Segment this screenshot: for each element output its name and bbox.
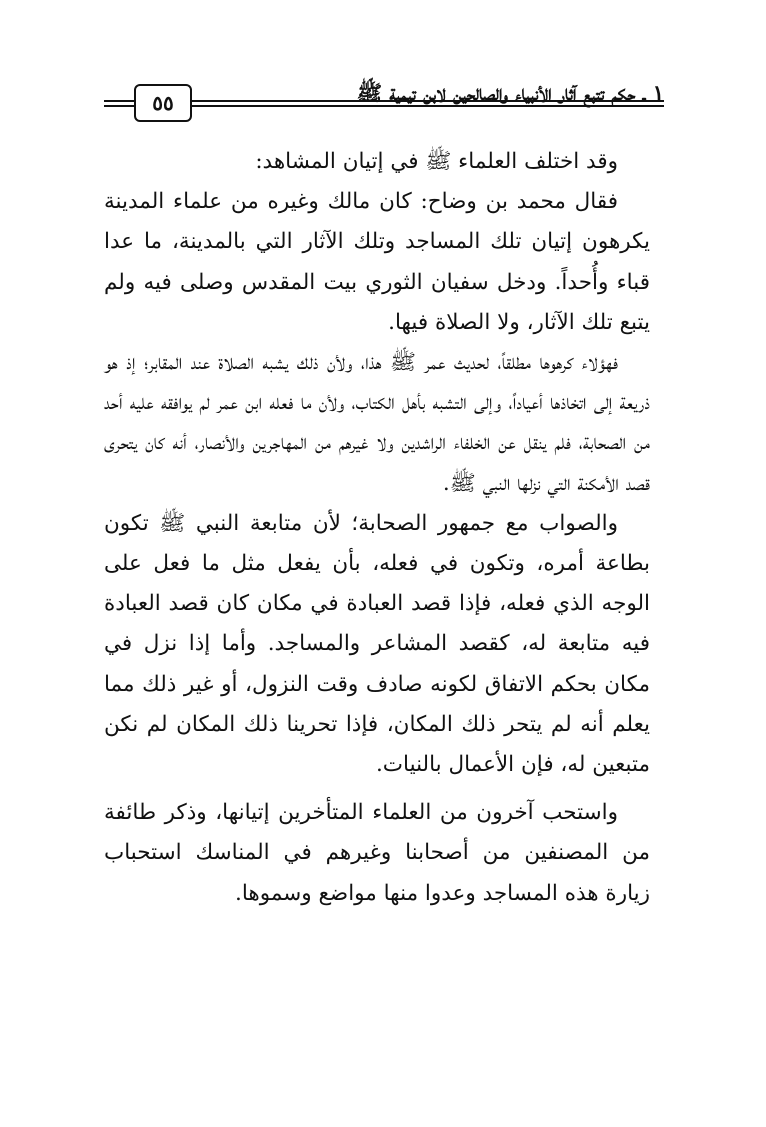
running-title: ١ ـ حكم تتبع آثار الأنبياء والصالحين لابن تيمية ﷺ xyxy=(356,80,664,105)
page-header xyxy=(104,58,664,118)
paragraph-1: وقد اختلف العلماء ﷺ في إتيان المشاهد: xyxy=(255,149,618,174)
paragraph-5: واستحب آخرون من العلماء المتأخرين إتيانها، وذكر طائفة من المصنفين من أصحابنا وغيرهم في المناسك استحباب زيارة هذه المساجد وعدوا منها مواضع وسموها. xyxy=(104,800,650,906)
paragraph-3: فهؤلاء كرهوها مطلقاً، لحديث عمر ﷺ هذا، ولأن ذلك يشبه الصلاة عند المقابر؛ إذ هو ذريعة إلى اتخاذها أعياداً، وإلى التشبه بأهل الكتاب، ولأن ما فعله ابن عمر لم يوافقه عليه أحد من الصحابة، فلم ينقل عن الخلفاء الراشدين ولا غيرهم من المهاجرين والأنصار، أنه كان يتحرى قصد الأمكنة التي نزلها النبي ﷺ. xyxy=(104,350,650,496)
paragraph-4: والصواب مع جمهور الصحابة؛ لأن متابعة النبي ﷺ تكون بطاعة أمره، وتكون في فعله، بأن يفعل مثل ما فعل على الوجه الذي فعله، فإذا قصد العبادة في مكان كان قصد العبادة فيه متابعة له، كقصد المشاعر والمساجد. وأما إذا نزل في مكان بحكم الاتفاق لكونه صادف وقت النزول، أو غير ذلك مما يعلم أنه لم يتحر ذلك المكان، فإذا تحرينا ذلك المكان لم نكن متبعين له، فإن الأعمال بالنيات. xyxy=(104,510,650,778)
page-body xyxy=(104,142,650,914)
paragraph-2: فقال محمد بن وضاح: كان مالك وغيره من علماء المدينة يكرهون إتيان تلك المساجد وتلك الآثار التي بالمدينة، ما عدا قباء وأُحداً. ودخل سفيان الثوري بيت المقدس وصلى فيه ولم يتبع تلك الآثار، ولا الصلاة فيها. xyxy=(104,189,650,335)
page-number: ٥٥ xyxy=(134,84,192,122)
